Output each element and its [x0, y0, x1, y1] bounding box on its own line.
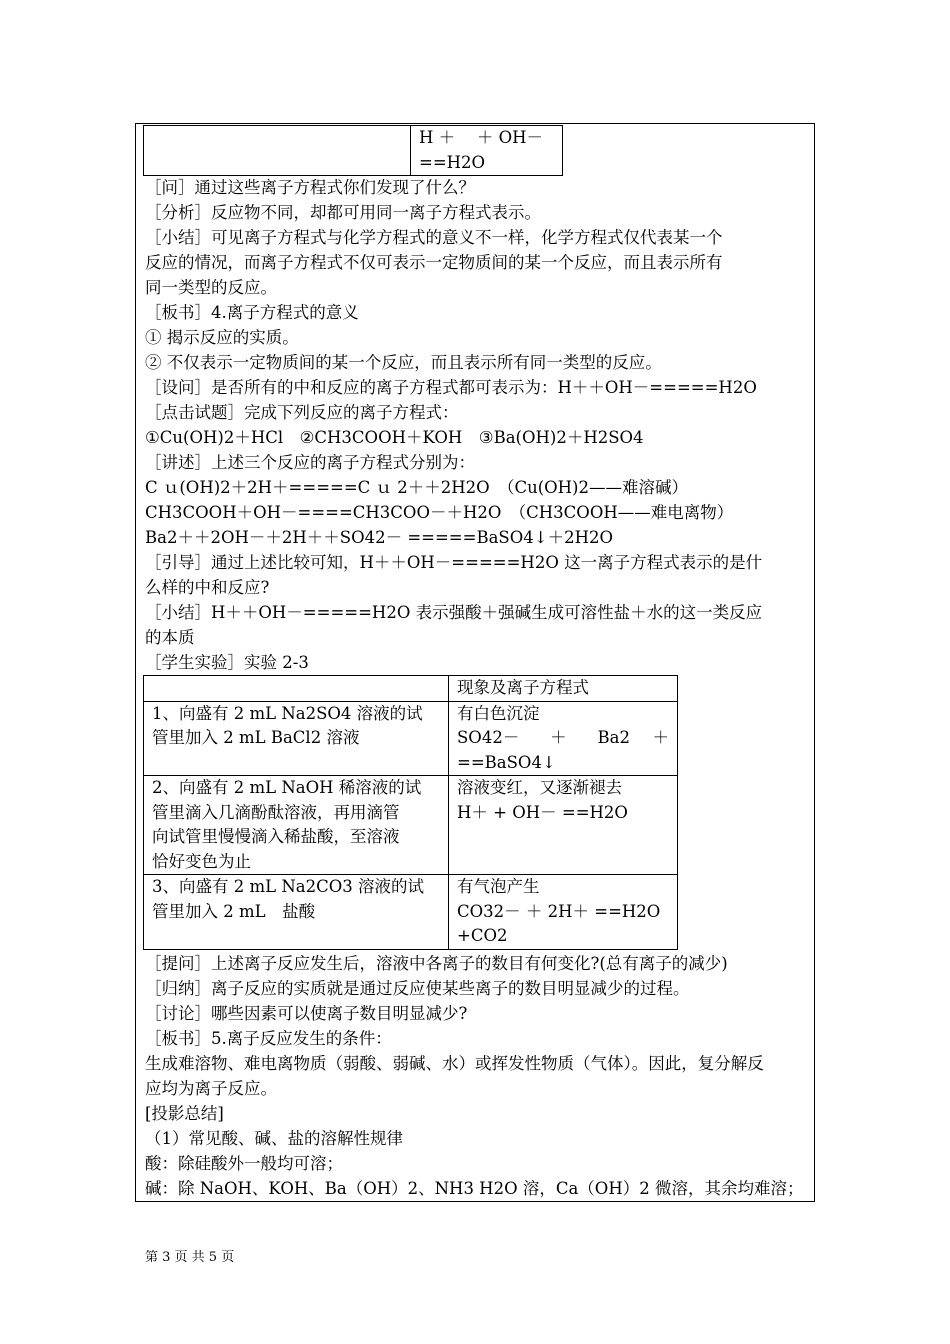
table-header-row — [144, 676, 678, 702]
cell-line: 管里加入 2 mL BaCl2 溶液 — [152, 728, 360, 747]
text-line: 生成难溶物、难电离物质（弱酸、弱碱、水）或挥发性物质（气体）。因此，复分解反 — [145, 1054, 764, 1073]
cell-line: 有白色沉淀 — [457, 703, 540, 723]
equation-line: H ＋ ＋ OH－ — [419, 128, 544, 147]
text-line: ［引导］通过上述比较可知，H＋＋OH－=====H2O 这一离子方程式表示的是什 — [145, 553, 763, 572]
text-line: ［小结］可见离子方程式与化学方程式的意义不一样，化学方程式仅代表某一个 — [145, 228, 723, 247]
text-line: （1）常见酸、碱、盐的溶解性规律 — [145, 1129, 403, 1148]
table-cell-procedure — [144, 875, 449, 950]
table-cell-result — [449, 701, 678, 776]
cell-line: SO42－ ＋ Ba2 ＋ — [457, 728, 669, 747]
text-line: 碱：除 NaOH、KOH、Ba（OH）2、NH3 H2O 溶，Ca（OH）2 微溶，其余均难溶； — [145, 1179, 804, 1198]
text-line: ［提问］上述离子反应发生后，溶液中各离子的数目有何变化?(总有离子的减少) — [145, 954, 728, 973]
cell-line: CO32－ ＋ 2H＋ ==H2O — [457, 901, 661, 921]
cell-line: 溶液变红，又逐渐褪去 — [457, 778, 622, 797]
text-line: ［学生实验］实验 2-3 — [145, 653, 309, 672]
text-line: 同一类型的反应。 — [145, 278, 277, 297]
table-header-cell: 现象及离子方程式 — [449, 676, 678, 702]
text-line: 酸：除硅酸外一般均可溶； — [145, 1154, 343, 1173]
text-line: ［小结］H＋＋OH－=====H2O 表示强酸＋强碱生成可溶性盐＋水的这一类反应 — [145, 603, 763, 622]
cell-line: 3、向盛有 2 mL Na2CO3 溶液的试 — [152, 877, 425, 896]
text-line: ［点击试题］完成下列反应的离子方程式： — [145, 403, 459, 422]
cell-line: 有气泡产生 — [457, 877, 540, 896]
equation-line: ==H2O — [419, 152, 486, 172]
cell-line: 向试管里慢慢滴入稀盐酸，至溶液 — [152, 827, 400, 846]
top-equation-table — [143, 125, 563, 176]
text-line: ①Cu(OH)2＋HCl ②CH3COOH＋KOH ③Ba(OH)2＋H2SO4 — [145, 428, 644, 447]
table-row — [144, 701, 678, 776]
table-row — [144, 875, 678, 950]
text-line: C ｕ(OH)2＋2H＋=====C ｕ 2＋＋2H2O （Cu(OH)2——难溶碱） — [145, 478, 688, 497]
text-line: 应均为离子反应。 — [145, 1079, 277, 1098]
table-row — [144, 776, 678, 875]
text-line: ② 不仅表示一定物质间的某一个反应，而且表示所有同一类型的反应。 — [145, 353, 662, 372]
table-row — [144, 126, 563, 176]
text-line: Ba2＋＋2OH－＋2H＋＋SO42－ =====BaSO4↓＋2H2O — [145, 528, 613, 547]
text-line: 反应的情况，而离子方程式不仅可表示一定物质间的某一个反应，而且表示所有 — [145, 253, 723, 272]
text-line: ［归纳］离子反应的实质就是通过反应使某些离子的数目明显减少的过程。 — [145, 979, 690, 998]
text-line: ［分析］反应物不同，却都可用同一离子方程式表示。 — [145, 203, 541, 222]
cell-line: ==BaSO4↓ — [457, 752, 556, 772]
text-line: ［讨论］哪些因素可以使离子数目明显减少? — [145, 1004, 468, 1023]
text-line: ［讲述］上述三个反应的离子方程式分别为： — [145, 453, 475, 472]
table-cell-procedure — [144, 701, 449, 776]
table-cell-result — [449, 875, 678, 950]
text-line: ［问］通过这些离子方程式你们发现了什么？ — [145, 178, 475, 197]
text-line: 的本质 — [145, 628, 195, 647]
text-line: ［设问］是否所有的中和反应的离子方程式都可表示为：H＋＋OH－=====H2O — [145, 378, 757, 397]
text-line: ① 揭示反应的实质。 — [145, 328, 299, 347]
cell-line: 2、向盛有 2 mL NaOH 稀溶液的试 — [152, 778, 422, 797]
cell-line: 恰好变色为止 — [152, 851, 251, 871]
table-cell-empty — [144, 126, 411, 176]
cell-line: 管里滴入几滴酚酞溶液，再用滴管 — [152, 802, 400, 822]
cell-line: 管里加入 2 mL 盐酸 — [152, 901, 316, 921]
text-line: [投影总结] — [145, 1104, 224, 1123]
text-line: CH3COOH＋OH－====CH3COO－＋H2O （CH3COOH——难电离物） — [145, 503, 734, 522]
table-cell-procedure — [144, 776, 449, 875]
table-header-cell — [144, 676, 449, 702]
text-line: ［板书］4.离子方程式的意义 — [145, 303, 359, 322]
cell-line: 1、向盛有 2 mL Na2SO4 溶液的试 — [152, 703, 423, 723]
cell-line: +CO2 — [457, 926, 508, 945]
cell-line: H＋ + OH－ ==H2O — [457, 802, 628, 822]
text-line: 么样的中和反应? — [145, 578, 270, 597]
table-cell-equation — [411, 126, 563, 176]
experiment-table — [143, 675, 678, 950]
table-cell-result — [449, 776, 678, 875]
page-number: 第 3 页 共 5 页 — [145, 1250, 235, 1265]
text-line: ［板书］5.离子反应发生的条件： — [145, 1029, 392, 1048]
